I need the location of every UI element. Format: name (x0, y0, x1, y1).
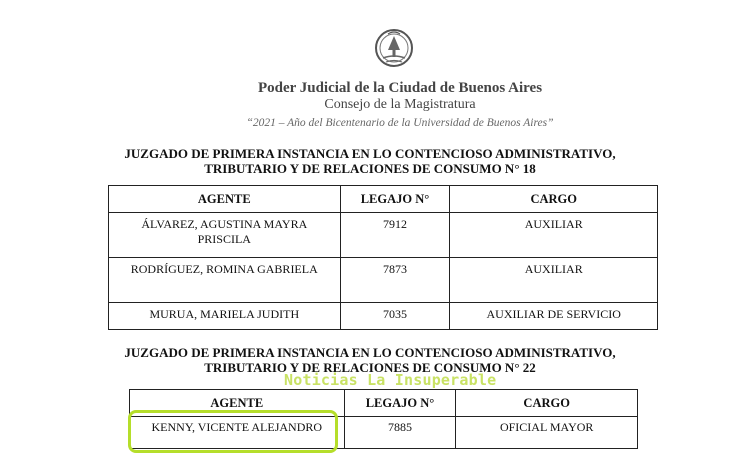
table-row (109, 258, 658, 303)
column-header-legajo: LEGAJO N° (344, 390, 456, 417)
cell-legajo: 7035 (340, 303, 450, 330)
cell-cargo: AUXILIAR (450, 258, 658, 303)
cell-legajo: 7885 (344, 417, 456, 449)
table-row (109, 303, 658, 330)
watermark-text: Noticias La Insuperable (284, 371, 497, 389)
column-header-cargo: CARGO (456, 390, 638, 417)
table-header-row (109, 186, 658, 213)
org-title: Poder Judicial de la Ciudad de Buenos Aires (257, 80, 543, 96)
section1-title-line1: JUZGADO DE PRIMERA INSTANCIA EN LO CONTENCIOSO ADMINISTRATIVO, (124, 146, 616, 161)
cell-agente: RODRÍGUEZ, ROMINA GABRIELA (109, 258, 341, 303)
institution-seal-icon (374, 28, 414, 72)
org-subtitle: Consejo de la Magistratura (324, 97, 476, 112)
cell-cargo: AUXILIAR (450, 213, 658, 258)
section1-heading (90, 146, 650, 176)
section2-title-line1: JUZGADO DE PRIMERA INSTANCIA EN LO CONTENCIOSO ADMINISTRATIVO, (124, 345, 616, 360)
column-header-agente: AGENTE (130, 390, 345, 417)
cell-agente: KENNY, VICENTE ALEJANDRO (130, 417, 345, 449)
column-header-agente: AGENTE (109, 186, 341, 213)
cell-agente: ÁLVAREZ, AGUSTINA MAYRA PRISCILA (109, 213, 341, 258)
column-header-legajo: LEGAJO N° (340, 186, 450, 213)
cell-agente: MURUA, MARIELA JUDITH (109, 303, 341, 330)
cell-cargo: OFICIAL MAYOR (456, 417, 638, 449)
highlight-box (128, 410, 338, 453)
column-header-cargo: CARGO (450, 186, 658, 213)
table-row (109, 213, 658, 258)
section1-staff-table (108, 185, 658, 330)
section2-title-line2: TRIBUTARIO Y DE RELACIONES DE CONSUMO N° 22 (204, 360, 536, 375)
cell-cargo: AUXILIAR DE SERVICIO (450, 303, 658, 330)
section1-title-line2: TRIBUTARIO Y DE RELACIONES DE CONSUMO N° 18 (204, 161, 536, 176)
cell-legajo: 7912 (340, 213, 450, 258)
org-motto: “2021 – Año del Bicentenario de la Universidad de Buenos Aires” (246, 117, 554, 129)
cell-legajo: 7873 (340, 258, 450, 303)
